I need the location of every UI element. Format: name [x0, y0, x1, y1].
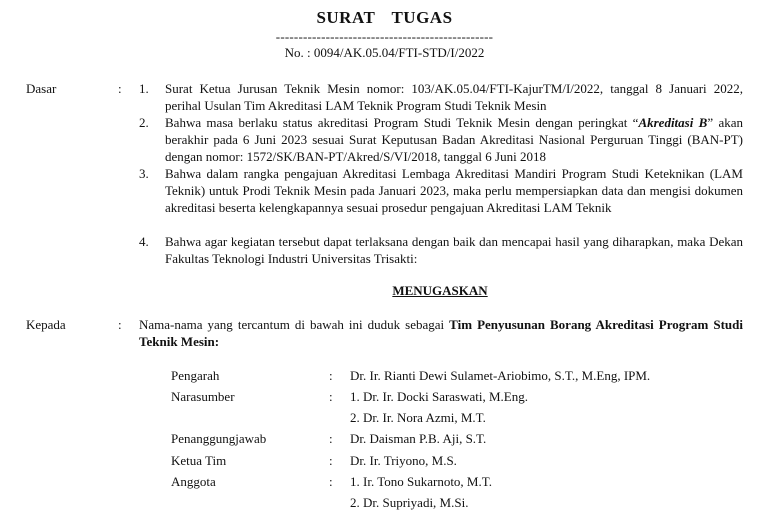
- dasar-item-number: 1.: [139, 81, 149, 96]
- team-member: 1. Dr. Ir. Docki Saraswati, M.Eng.: [350, 389, 529, 404]
- team-colon: :: [329, 368, 333, 383]
- team-member: Dr. Ir. Rianti Dewi Sulamet-Ariobimo, S.T., M.Eng, IPM.: [350, 368, 651, 383]
- team-colon: :: [329, 431, 333, 446]
- dasar-item-number: 4.: [139, 234, 149, 249]
- dasar-item-text: Bahwa dalam rangka pengajuan Akreditasi Lembaga Akreditasi Mandiri Program Studi Keteknikan (LAM Teknik) untuk Prodi Teknik Mesin pada Januari 2023, maka perlu mempersiapkan data dan mengisi dokumen akreditasi beserta kelengkapannya sesuai prosedur pengajuan Akreditasi LAM Teknik: [165, 166, 743, 216]
- team-role: Narasumber: [171, 389, 235, 404]
- kepada-label: Kepada: [26, 317, 66, 332]
- dasar-item-text-part: ” akan berakhir pada 6 Juni 2023 sesuai Surat Keputusan Badan Akreditasi Nasional Perguruan Tinggi (BAN-PT) dengan nomor: 1572/SK/BAN-PT/Akred/S/VI/2018, tanggal 6 Juni 2018: [165, 115, 743, 165]
- team-colon: :: [329, 474, 333, 489]
- dasar-item-text: Bahwa agar kegiatan tersebut dapat terlaksana dengan baik dan mencapai hasil yang diharapkan, maka Dekan Fakultas Teknologi Industri Universitas Trisakti:: [165, 234, 743, 267]
- team-colon: :: [329, 389, 333, 404]
- kepada-colon: :: [118, 317, 122, 332]
- team-role: Penanggungjawab: [171, 431, 267, 446]
- dasar-item-text: Surat Ketua Jurusan Teknik Mesin nomor: 103/AK.05.04/FTI-KajurTM/I/2022, tanggal 8 Januari 2022, perihal Usulan Tim Akreditasi LAM Teknik Program Studi Teknik Mesin: [165, 81, 743, 114]
- dasar-label: Dasar: [26, 81, 57, 96]
- title-separator: ------------------------------------------------: [275, 29, 494, 44]
- team-member: 2. Dr. Ir. Nora Azmi, M.T.: [350, 410, 486, 425]
- dasar-item-text-part: Bahwa masa berlaku status akreditasi Program Studi Teknik Mesin dengan peringkat “: [165, 115, 639, 130]
- dasar-colon: :: [118, 81, 122, 96]
- kepada-text-part: Nama-nama yang tercantum di bawah ini duduk sebagai: [139, 317, 450, 332]
- team-role: Anggota: [171, 474, 216, 489]
- team-member: Dr. Ir. Triyono, M.S.: [350, 453, 457, 468]
- document-title: SURAT TUGAS: [316, 8, 453, 27]
- dasar-item-number: 2.: [139, 115, 149, 130]
- akreditasi-grade: Akreditasi B: [638, 115, 708, 130]
- team-member: 1. Ir. Tono Sukarnoto, M.T.: [350, 474, 492, 489]
- team-member: 2. Dr. Supriyadi, M.Si.: [350, 495, 469, 510]
- dasar-item-text: [165, 114, 743, 166]
- team-colon: :: [329, 453, 333, 468]
- team-name: Tim Penyusunan Borang Akreditasi Program Studi Teknik Mesin:: [139, 317, 743, 350]
- dasar-item-number: 3.: [139, 166, 149, 181]
- menugaskan-heading: MENUGASKAN: [392, 283, 488, 298]
- team-role: Ketua Tim: [171, 453, 227, 468]
- kepada-text: [139, 316, 743, 350]
- team-member: Dr. Daisman P.B. Aji, S.T.: [350, 431, 487, 446]
- document-number: No. : 0094/AK.05.04/FTI-STD/I/2022: [284, 45, 485, 60]
- team-role: Pengarah: [171, 368, 220, 383]
